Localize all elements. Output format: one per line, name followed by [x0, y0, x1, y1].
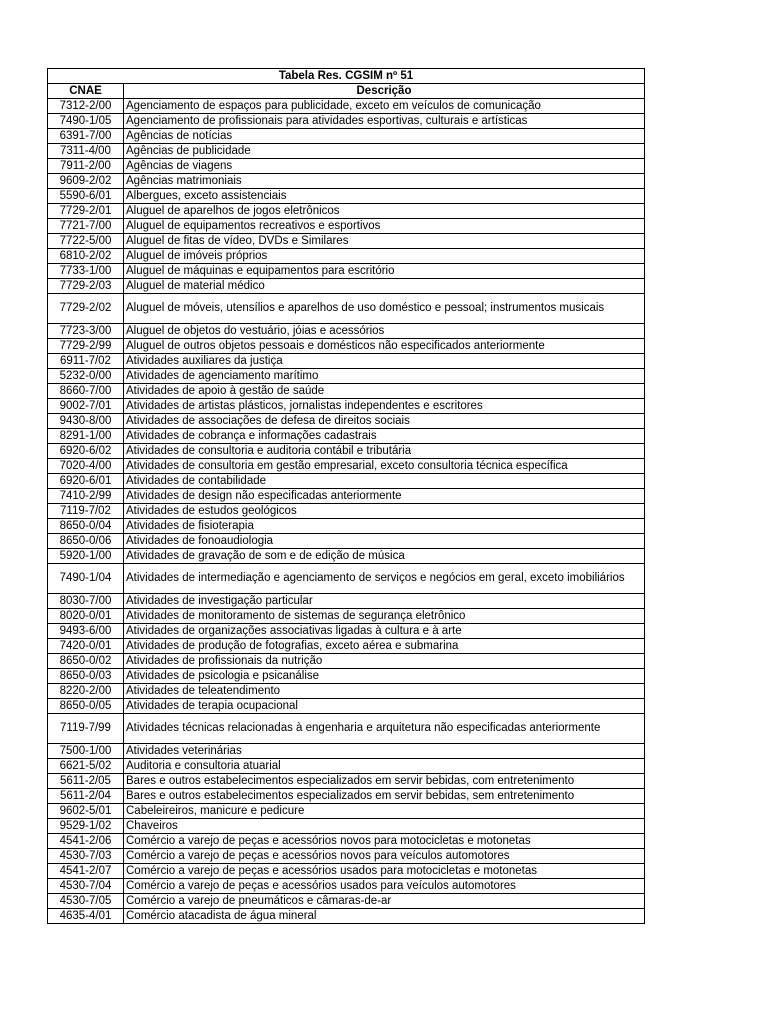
cnae-code-cell: 7490-1/05	[48, 114, 124, 129]
cnae-code-cell: 4530-7/05	[48, 894, 124, 909]
description-cell: Aluguel de fitas de vídeo, DVDs e Similares	[124, 234, 645, 249]
description-cell: Atividades de organizações associativas ligadas à cultura e à arte	[124, 624, 645, 639]
cnae-code-cell: 7721-7/00	[48, 219, 124, 234]
cnae-code-cell: 9493-6/00	[48, 624, 124, 639]
description-cell: Aluguel de imóveis próprios	[124, 249, 645, 264]
table-row	[48, 369, 645, 384]
table-row	[48, 189, 645, 204]
table-row	[48, 654, 645, 669]
cnae-code-cell: 8650-0/03	[48, 669, 124, 684]
table-row	[48, 264, 645, 279]
table-row	[48, 849, 645, 864]
description-cell: Aluguel de material médico	[124, 279, 645, 294]
cnae-code-cell: 7312-2/00	[48, 99, 124, 114]
description-cell: Atividades de profissionais da nutrição	[124, 654, 645, 669]
description-cell: Bares e outros estabelecimentos especializados em servir bebidas, sem entretenimento	[124, 789, 645, 804]
table-row	[48, 864, 645, 879]
table-row	[48, 684, 645, 699]
description-cell: Albergues, exceto assistenciais	[124, 189, 645, 204]
cnae-code-cell: 5590-6/01	[48, 189, 124, 204]
description-cell: Agências de notícias	[124, 129, 645, 144]
table-row	[48, 444, 645, 459]
table-row	[48, 759, 645, 774]
description-cell: Comércio a varejo de peças e acessórios novos para motocicletas e motonetas	[124, 834, 645, 849]
description-cell: Atividades de cobrança e informações cadastrais	[124, 429, 645, 444]
table-row	[48, 234, 645, 249]
cnae-code-cell: 7500-1/00	[48, 744, 124, 759]
table-title-row	[48, 69, 645, 84]
table-header-row	[48, 84, 645, 99]
table-row	[48, 519, 645, 534]
description-cell: Comércio a varejo de peças e acessórios usados para veículos automotores	[124, 879, 645, 894]
description-cell: Chaveiros	[124, 819, 645, 834]
description-cell: Atividades de contabilidade	[124, 474, 645, 489]
table-row	[48, 594, 645, 609]
table-row	[48, 699, 645, 714]
cnae-code-cell: 5232-0/00	[48, 369, 124, 384]
cnae-code-cell: 8650-0/02	[48, 654, 124, 669]
table-row	[48, 714, 645, 744]
description-cell: Aluguel de máquinas e equipamentos para escritório	[124, 264, 645, 279]
description-cell: Atividades de consultoria e auditoria contábil e tributária	[124, 444, 645, 459]
table-row	[48, 504, 645, 519]
cnae-code-cell: 7729-2/02	[48, 294, 124, 324]
cnae-code-cell: 5611-2/04	[48, 789, 124, 804]
description-cell: Agências matrimoniais	[124, 174, 645, 189]
table-row	[48, 834, 645, 849]
table-row	[48, 819, 645, 834]
cnae-code-cell: 8291-1/00	[48, 429, 124, 444]
cnae-code-cell: 8020-0/01	[48, 609, 124, 624]
description-cell: Atividades de agenciamento marítimo	[124, 369, 645, 384]
cnae-code-cell: 8650-0/06	[48, 534, 124, 549]
table-title: Tabela Res. CGSIM nº 51	[48, 69, 645, 84]
description-cell: Aluguel de objetos do vestuário, jóias e acessórios	[124, 324, 645, 339]
cnae-code-cell: 7733-1/00	[48, 264, 124, 279]
cnae-code-cell: 7119-7/02	[48, 504, 124, 519]
description-cell: Atividades de associações de defesa de direitos sociais	[124, 414, 645, 429]
description-cell: Atividades de intermediação e agenciamento de serviços e negócios em geral, exceto imobiliários	[124, 564, 645, 594]
table-row	[48, 249, 645, 264]
cnae-code-cell: 6391-7/00	[48, 129, 124, 144]
description-cell: Cabeleireiros, manicure e pedicure	[124, 804, 645, 819]
description-cell: Comércio atacadista de água mineral	[124, 909, 645, 924]
table-row	[48, 159, 645, 174]
table-row	[48, 474, 645, 489]
cnae-code-cell: 7490-1/04	[48, 564, 124, 594]
description-cell: Atividades de monitoramento de sistemas de segurança eletrônico	[124, 609, 645, 624]
description-cell: Agenciamento de espaços para publicidade, exceto em veículos de comunicação	[124, 99, 645, 114]
table-row	[48, 174, 645, 189]
description-cell: Comércio a varejo de peças e acessórios usados para motocicletas e motonetas	[124, 864, 645, 879]
description-cell: Comércio a varejo de peças e acessórios novos para veículos automotores	[124, 849, 645, 864]
table-row	[48, 129, 645, 144]
description-cell: Aluguel de aparelhos de jogos eletrônicos	[124, 204, 645, 219]
table-row	[48, 744, 645, 759]
cnae-code-cell: 4541-2/06	[48, 834, 124, 849]
cnae-code-cell: 7410-2/99	[48, 489, 124, 504]
cnae-code-cell: 7729-2/99	[48, 339, 124, 354]
cnae-code-cell: 8220-2/00	[48, 684, 124, 699]
cnae-code-cell: 9529-1/02	[48, 819, 124, 834]
cnae-code-cell: 9609-2/02	[48, 174, 124, 189]
cnae-code-cell: 8650-0/05	[48, 699, 124, 714]
description-cell: Agências de publicidade	[124, 144, 645, 159]
description-cell: Atividades técnicas relacionadas à engenharia e arquitetura não especificadas anteriormente	[124, 714, 645, 744]
table-row	[48, 789, 645, 804]
cnae-code-cell: 6920-6/02	[48, 444, 124, 459]
table-row	[48, 324, 645, 339]
table-row	[48, 894, 645, 909]
table-row	[48, 639, 645, 654]
table-body	[48, 99, 645, 924]
cnae-code-cell: 8030-7/00	[48, 594, 124, 609]
table-row	[48, 279, 645, 294]
cnae-code-cell: 7722-5/00	[48, 234, 124, 249]
cnae-code-cell: 7911-2/00	[48, 159, 124, 174]
table-row	[48, 414, 645, 429]
description-cell: Comércio a varejo de pneumáticos e câmaras-de-ar	[124, 894, 645, 909]
table-row	[48, 909, 645, 924]
description-cell: Atividades de fisioterapia	[124, 519, 645, 534]
table-row	[48, 609, 645, 624]
cnae-code-cell: 8660-7/00	[48, 384, 124, 399]
description-cell: Atividades de fonoaudiologia	[124, 534, 645, 549]
description-cell: Atividades de design não especificadas anteriormente	[124, 489, 645, 504]
description-cell: Atividades de investigação particular	[124, 594, 645, 609]
cnae-code-cell: 7723-3/00	[48, 324, 124, 339]
description-cell: Atividades de consultoria em gestão empresarial, exceto consultoria técnica específica	[124, 459, 645, 474]
description-cell: Bares e outros estabelecimentos especializados em servir bebidas, com entretenimento	[124, 774, 645, 789]
cnae-code-cell: 7420-0/01	[48, 639, 124, 654]
table-row	[48, 114, 645, 129]
column-header-descricao: Descrição	[124, 84, 645, 99]
table-row	[48, 219, 645, 234]
description-cell: Atividades auxiliares da justiça	[124, 354, 645, 369]
description-cell: Aluguel de equipamentos recreativos e esportivos	[124, 219, 645, 234]
table-row	[48, 294, 645, 324]
description-cell: Atividades de estudos geológicos	[124, 504, 645, 519]
description-cell: Agenciamento de profissionais para atividades esportivas, culturais e artísticas	[124, 114, 645, 129]
table-row	[48, 384, 645, 399]
cnae-code-cell: 7119-7/99	[48, 714, 124, 744]
table-row	[48, 564, 645, 594]
description-cell: Atividades de artistas plásticos, jornalistas independentes e escritores	[124, 399, 645, 414]
table-row	[48, 534, 645, 549]
description-cell: Atividades de gravação de som e de edição de música	[124, 549, 645, 564]
table-row	[48, 99, 645, 114]
table-row	[48, 624, 645, 639]
table-row	[48, 879, 645, 894]
cnae-code-cell: 6621-5/02	[48, 759, 124, 774]
description-cell: Aluguel de móveis, utensílios e aparelhos de uso doméstico e pessoal; instrumentos musicais	[124, 294, 645, 324]
description-cell: Agências de viagens	[124, 159, 645, 174]
table-row	[48, 489, 645, 504]
table-row	[48, 429, 645, 444]
description-cell: Aluguel de outros objetos pessoais e domésticos não especificados anteriormente	[124, 339, 645, 354]
table-row	[48, 549, 645, 564]
cnae-code-cell: 5611-2/05	[48, 774, 124, 789]
description-cell: Atividades de psicologia e psicanálise	[124, 669, 645, 684]
table-row	[48, 774, 645, 789]
cnae-code-cell: 4635-4/01	[48, 909, 124, 924]
table-row	[48, 204, 645, 219]
cnae-code-cell: 7311-4/00	[48, 144, 124, 159]
description-cell: Atividades de produção de fotografias, exceto aérea e submarina	[124, 639, 645, 654]
cnae-code-cell: 6911-7/02	[48, 354, 124, 369]
table-row	[48, 339, 645, 354]
cnae-code-cell: 9602-5/01	[48, 804, 124, 819]
cnae-code-cell: 9002-7/01	[48, 399, 124, 414]
table-row	[48, 144, 645, 159]
cnae-code-cell: 9430-8/00	[48, 414, 124, 429]
table-row	[48, 459, 645, 474]
description-cell: Atividades de terapia ocupacional	[124, 699, 645, 714]
table-row	[48, 354, 645, 369]
cnae-code-cell: 4541-2/07	[48, 864, 124, 879]
cnae-code-cell: 6810-2/02	[48, 249, 124, 264]
cnae-code-cell: 4530-7/04	[48, 879, 124, 894]
cnae-code-cell: 7729-2/03	[48, 279, 124, 294]
description-cell: Atividades veterinárias	[124, 744, 645, 759]
table-row	[48, 804, 645, 819]
description-cell: Atividades de teleatendimento	[124, 684, 645, 699]
cnae-code-cell: 7729-2/01	[48, 204, 124, 219]
cnae-code-cell: 5920-1/00	[48, 549, 124, 564]
description-cell: Atividades de apoio à gestão de saúde	[124, 384, 645, 399]
description-cell: Auditoria e consultoria atuarial	[124, 759, 645, 774]
table-row	[48, 669, 645, 684]
cnae-code-cell: 6920-6/01	[48, 474, 124, 489]
table-row	[48, 399, 645, 414]
column-header-cnae: CNAE	[48, 84, 124, 99]
cnae-code-cell: 4530-7/03	[48, 849, 124, 864]
cnae-code-cell: 7020-4/00	[48, 459, 124, 474]
cnae-table	[47, 68, 645, 924]
cnae-code-cell: 8650-0/04	[48, 519, 124, 534]
